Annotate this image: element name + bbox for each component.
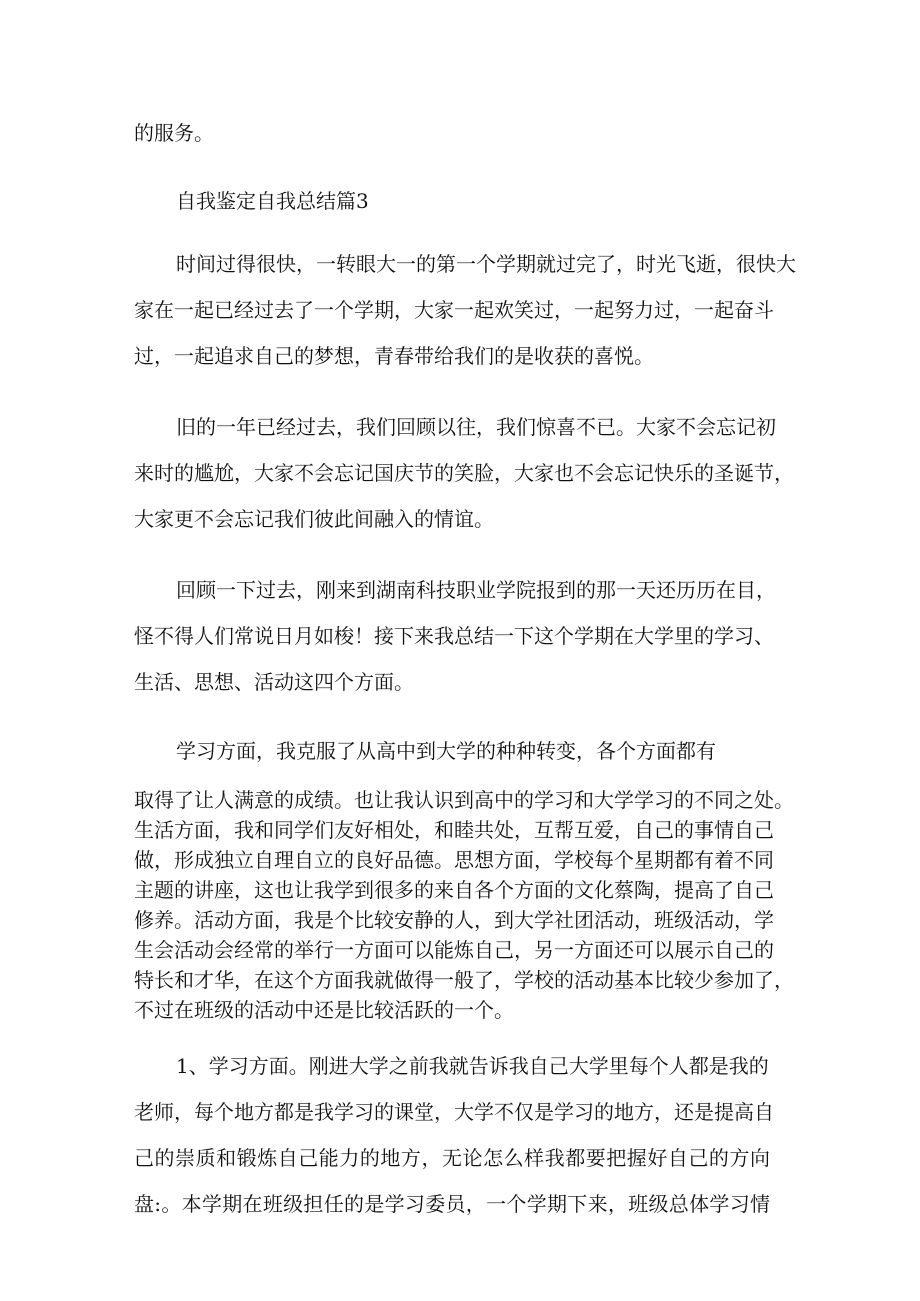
paragraph-line: 时间过得很快，一转眼大一的第一个学期就过完了，时光飞逝，很快大 [176, 252, 796, 276]
paragraph-line: 旧的一年已经过去，我们回顾以往，我们惊喜不已。大家不会忘记初 [176, 415, 776, 439]
paragraph-line: 修养。活动方面，我是个比较安静的人，到大学社团活动，班级活动，学 [134, 908, 774, 932]
paragraph-line: 学习方面，我克服了从高中到大学的种种转变，各个方面都有 [176, 739, 716, 763]
paragraph-line: 1、学习方面。刚进大学之前我就告诉我自己大学里每个人都是我的 [176, 1054, 769, 1078]
paragraph-line: 大家更不会忘记我们彼此间融入的情谊。 [134, 507, 494, 531]
continuation-line: 的服务。 [134, 121, 214, 145]
paragraph-line: 怪不得人们常说日月如梭！接下来我总结一下这个学期在大学里的学习、 [134, 624, 774, 648]
paragraph-line: 做，形成独立自理自立的良好品德。思想方面，学校每个星期都有着不同 [134, 848, 774, 872]
paragraph-line: 家在一起已经过去了一个学期，大家一起欢笑过，一起努力过，一起奋斗 [134, 298, 774, 322]
paragraph-line: 生活方面，我和同学们友好相处，和睦共处，互帮互爱，自己的事情自己 [134, 818, 774, 842]
paragraph-line: 盘:。本学期在班级担任的是学习委员，一个学期下来，班级总体学习情 [134, 1192, 770, 1216]
paragraph-line: 取得了让人满意的成绩。也让我认识到高中的学习和大学学习的不同之处。 [134, 788, 794, 812]
paragraph-line: 特长和才华，在这个方面我就做得一般了，学校的活动基本比较少参加了， [134, 968, 794, 992]
paragraph-line: 不过在班级的活动中还是比较活跃的一个。 [134, 998, 514, 1022]
section-heading: 自我鉴定自我总结篇3 [176, 189, 369, 213]
paragraph-line: 老师，每个地方都是我学习的课堂，大学不仅是学习的地方，还是提高自 [134, 1100, 774, 1124]
paragraph-line: 过，一起追求自己的梦想，青春带给我们的是收获的喜悦。 [134, 344, 654, 368]
paragraph-line: 己的崇质和锻炼自己能力的地方，无论怎么样我都要把握好自己的方向 [134, 1146, 770, 1170]
paragraph-line: 回顾一下过去，刚来到湖南科技职业学院报到的那一天还历历在目， [176, 578, 776, 602]
paragraph-line: 来时的尴尬，大家不会忘记国庆节的笑脸，大家也不会忘记快乐的圣诞节， [134, 461, 794, 485]
paragraph-line: 生活、思想、活动这四个方面。 [134, 670, 414, 694]
paragraph-line: 生会活动会经常的举行一方面可以能炼自己，另一方面还可以展示自己的 [134, 938, 774, 962]
paragraph-line: 主题的讲座，这也让我学到很多的来自各个方面的文化蔡陶，提高了自己 [134, 878, 774, 902]
